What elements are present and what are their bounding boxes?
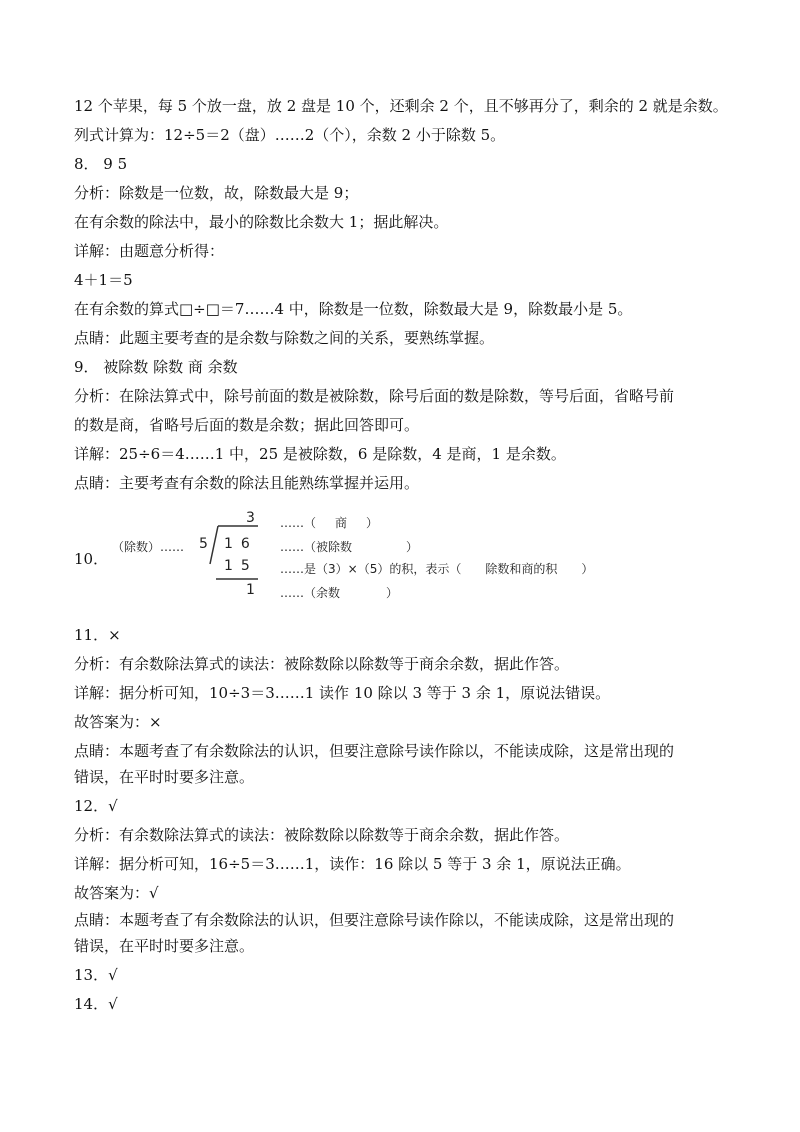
dots: ……（ [280, 586, 317, 600]
answer-9: 9． 被除数 除数 商 余数 [74, 358, 238, 376]
remainder-label: 余数 [316, 586, 341, 600]
text-line-9: 点睛：此题主要考查的是余数与除数之间的关系，要熟练掌握。 [74, 329, 495, 347]
text-line-11: 分析：在除法算式中，除号前面的数是被除数，除号后面的数是除数，等号后面，省略号前 [74, 387, 675, 405]
quotient-annotation [280, 514, 378, 531]
paren: （ [112, 540, 125, 554]
dots: ……（ [280, 516, 317, 530]
text-line-13: 详解：25÷6＝4……1 中，25 是被除数，6 是除数，4 是商，1 是余数。 [74, 445, 566, 463]
answer-14: 14．√ [74, 995, 118, 1013]
text-line-19: 点睛：本题考查了有余数除法的认识，但要注意除号读作除以，不能读成除，这是常出现的 [74, 742, 675, 760]
paren: ） [386, 586, 399, 600]
text-line-5: 在有余数的除法中，最小的除数比余数大 1；据此解决。 [74, 213, 449, 231]
text-line-23: 详解：据分析可知，16÷5＝3……1，读作：16 除以 5 等于 3 余 1，原说法正确。 [74, 855, 631, 873]
paren: ） [366, 516, 379, 530]
divisor-annotation [112, 538, 184, 555]
text-line-17: 详解：据分析可知，10÷3＝3……1 读作 10 除以 3 等于 3 余 1，原说法错误。 [74, 684, 611, 702]
text-line-26: 错误，在平时时要多注意。 [74, 937, 255, 955]
text-line-22: 分析：有余数除法算式的读法：被除数除以除数等于商余余数，据此作答。 [74, 826, 570, 844]
product-value: 15 [224, 558, 258, 574]
paren: ） [406, 540, 419, 554]
product-annotation [280, 560, 593, 577]
times-sign: ）×（ [335, 562, 370, 576]
text-line-20: 错误，在平时时要多注意。 [74, 768, 255, 786]
text-line-24: 故答案为：√ [74, 884, 159, 902]
division-diagram [74, 508, 674, 608]
product-factor-a: 3 [328, 562, 336, 576]
dots: ……（ [280, 540, 317, 554]
paren: ） [581, 562, 594, 576]
answer-11: 11．× [74, 626, 121, 644]
answer-12: 12．√ [74, 797, 118, 815]
product-label: 除数和商的积 [485, 562, 558, 576]
text-line-12: 的数是商，省略号后面的数是余数；据此回答即可。 [74, 416, 420, 434]
text-line-7: 4＋1＝5 [74, 271, 133, 289]
text-line-6: 详解：由题意分析得： [74, 242, 225, 260]
text-line-4: 分析：除数是一位数，故，除数最大是 9； [74, 184, 359, 202]
remainder-value: 1 [246, 582, 263, 598]
remainder-annotation [280, 584, 398, 601]
paren: ） [148, 540, 161, 554]
text-line-8: 在有余数的算式□÷□＝7……4 中，除数是一位数，除数最大是 9，除数最小是 5。 [74, 300, 633, 318]
text-line-1: 12 个苹果，每 5 个放一盘，放 2 盘是 10 个，还剩余 2 个，且不够再分了，剩余的 2 就是余数。 [74, 97, 728, 115]
divisor-label: 除数 [124, 540, 149, 554]
question-number-10: 10． [74, 550, 109, 568]
text-line-18: 故答案为：× [74, 713, 162, 731]
divisor-value: 5 [199, 536, 216, 552]
quotient-label: 商 [335, 516, 348, 530]
dots: …… [160, 540, 185, 554]
product-text: ）的积，表示（ [377, 562, 462, 576]
quotient-value: 3 [246, 510, 263, 526]
text-line-14: 点睛：主要考查有余数的除法且能熟练掌握并运用。 [74, 474, 420, 492]
dividend-annotation [280, 538, 418, 555]
dividend-value: 16 [224, 536, 258, 552]
text-line-25: 点睛：本题考查了有余数除法的认识，但要注意除号读作除以，不能读成除，这是常出现的 [74, 911, 675, 929]
product-factor-b: 5 [369, 562, 378, 576]
text-line-16: 分析：有余数除法算式的读法：被除数除以除数等于商余余数，据此作答。 [74, 655, 570, 673]
dots: ……是（ [280, 562, 329, 576]
answer-8: 8． 9 5 [74, 155, 128, 173]
text-line-2: 列式计算为：12÷5＝2（盘）……2（个），余数 2 小于除数 5。 [74, 126, 506, 144]
dividend-label: 被除数 [316, 540, 353, 554]
answer-13: 13．√ [74, 966, 118, 984]
